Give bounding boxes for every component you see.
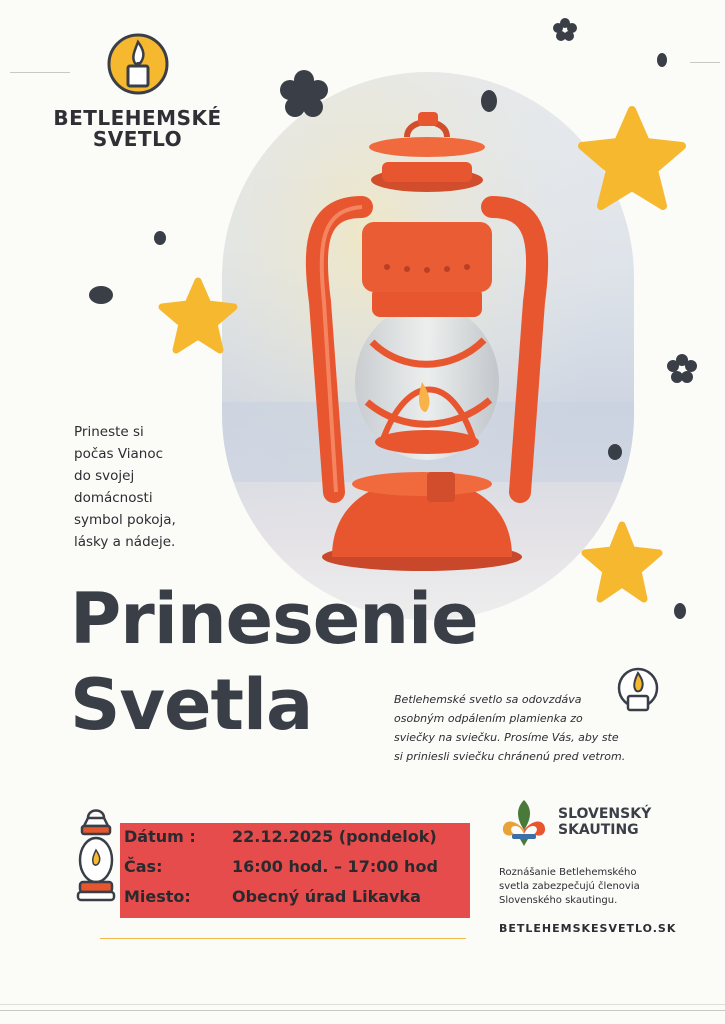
info-line: osobným odpálením plamienka zo — [394, 712, 583, 725]
info-line: sviečky na sviečku. Prosíme Vás, aby ste — [394, 731, 619, 744]
detail-value: 22.12.2025 (pondelok) — [232, 827, 437, 846]
detail-label: Čas: — [124, 857, 163, 876]
fleur-de-lis-icon — [498, 796, 550, 848]
website-link[interactable]: BETLEHEMSKESVETLO.SK — [499, 922, 677, 935]
dot-icon — [478, 88, 500, 114]
flower-icon — [278, 68, 330, 120]
scan-line — [0, 1010, 725, 1011]
intro-line: symbol pokoja, — [74, 512, 176, 528]
dot-icon — [672, 602, 688, 620]
flower-icon — [552, 17, 578, 43]
lantern-photo — [222, 72, 634, 620]
dot-icon — [656, 52, 668, 68]
scouting-text-line: Roznášanie Betlehemského — [499, 867, 637, 878]
detail-value: 16:00 hod. – 17:00 hod — [232, 857, 438, 876]
betlehemske-svetlo-logo — [50, 32, 225, 150]
lantern-illustration — [222, 72, 634, 620]
scan-line — [0, 1004, 725, 1005]
intro-line: do svojej — [74, 468, 135, 484]
star-icon — [156, 276, 240, 356]
detail-label: Dátum : — [124, 827, 196, 846]
detail-value: Obecný úrad Likavka — [232, 887, 421, 906]
scouting-name — [558, 806, 651, 838]
headline-line-2: Svetla — [70, 664, 313, 746]
headline-line-1: Prinesenie — [70, 578, 478, 660]
scan-line — [690, 62, 720, 63]
info-line: si priniesli sviečku chránenú pred vetrom. — [394, 750, 626, 763]
scouting-text-line: Slovenského skautingu. — [499, 895, 618, 906]
intro-line: lásky a nádeje. — [74, 534, 176, 550]
info-text — [394, 690, 630, 766]
star-icon — [576, 104, 688, 214]
star-icon — [580, 520, 664, 606]
scouting-text — [499, 866, 669, 908]
logo-line-1: BETLEHEMSKÉ — [53, 106, 222, 130]
flower-icon — [666, 353, 698, 385]
candle-icon — [106, 32, 170, 96]
scouting-name-line-2: SKAUTING — [558, 822, 639, 838]
intro-text — [74, 421, 214, 553]
dot-icon — [152, 230, 168, 246]
dot-icon — [88, 284, 114, 306]
scouting-name-line-1: SLOVENSKÝ — [558, 806, 652, 822]
event-details — [120, 823, 470, 918]
intro-line: počas Vianoc — [74, 446, 164, 462]
intro-line: Prineste si — [74, 424, 144, 440]
dot-icon — [606, 443, 624, 461]
divider — [100, 938, 466, 939]
intro-line: domácnosti — [74, 490, 153, 506]
logo-line-2: SVETLO — [92, 127, 183, 151]
scouting-text-line: svetla zabezpečujú členovia — [499, 881, 640, 892]
lantern-icon — [74, 804, 118, 904]
detail-label: Miesto: — [124, 887, 191, 906]
info-line: Betlehemské svetlo sa odovzdáva — [394, 693, 582, 706]
